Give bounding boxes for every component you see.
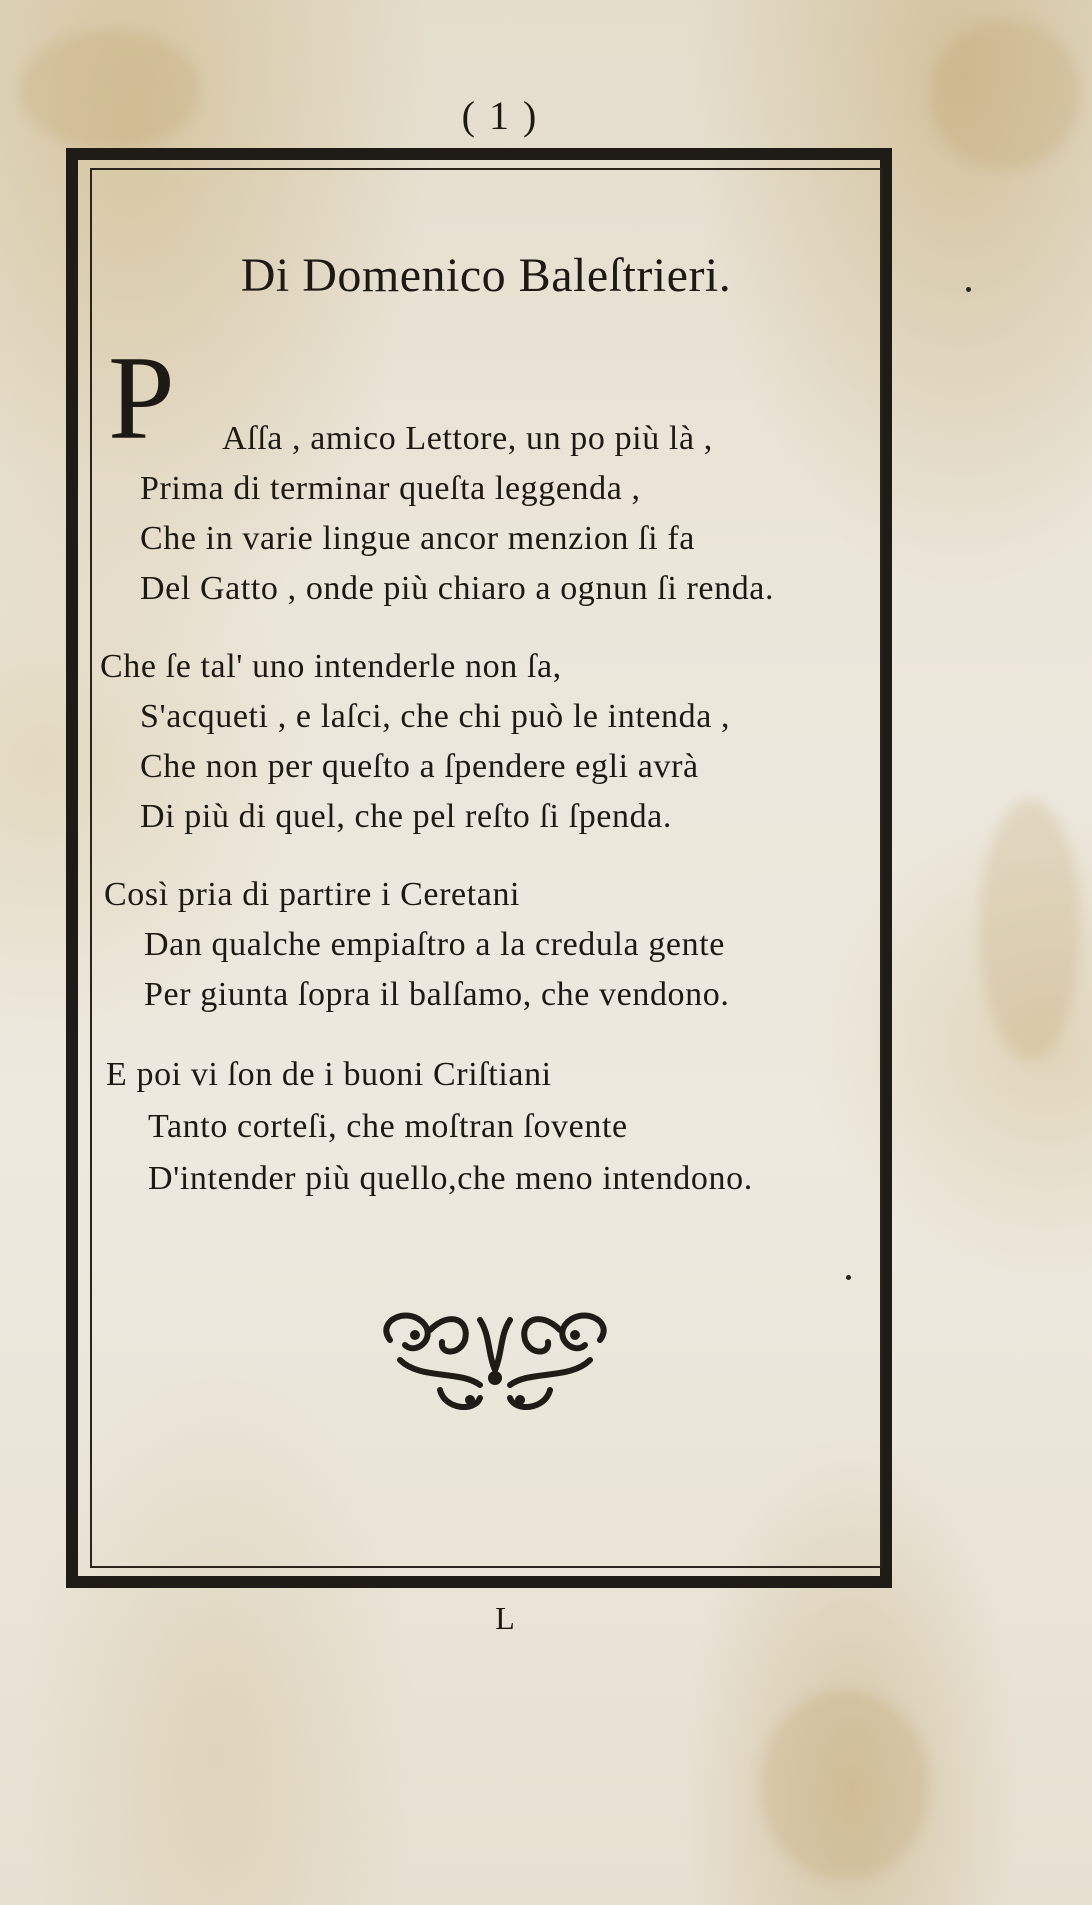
verse-line: Aſſa , amico Lettore, un po più là ,	[222, 420, 713, 457]
verse-line: Dan qualche empiaſtro a la credula gente	[144, 926, 725, 963]
drop-cap: P	[108, 331, 175, 464]
verse-line: Che non per queſto a ſpendere egli avrà	[140, 748, 699, 785]
signature-mark: L	[495, 1600, 515, 1636]
verse-line: Che in varie lingue ancor menzion ſi fa	[140, 520, 695, 557]
ink-speck	[966, 287, 971, 292]
verse-line: Così pria di partire i Ceretani	[104, 876, 521, 913]
running-head: ( 1 )	[461, 93, 539, 138]
verse-line: Tanto corteſi, che moſtran ſovente	[148, 1108, 628, 1145]
verse-line: Per giunta ſopra il balſamo, che vendono.	[144, 976, 730, 1013]
paper-stain	[980, 800, 1080, 1060]
paper-stain	[760, 1690, 930, 1880]
verse-line: Di più di quel, che pel reſto ſi ſpenda.	[140, 798, 672, 835]
printers-ornament-icon	[370, 1300, 620, 1420]
verse-line: Prima di terminar queſta leggenda ,	[140, 470, 641, 507]
poem-title: Di Domenico Baleſtrieri.	[240, 249, 732, 302]
verse-line: D'intender più quello,che meno intendono.	[148, 1160, 753, 1197]
verse-line: Del Gatto , onde più chiaro a ognun ſi renda.	[140, 570, 775, 607]
verse-line: S'acqueti , e laſci, che chi può le intenda ,	[140, 698, 731, 735]
verse-line: E poi vi ſon de i buoni Criſtiani	[106, 1056, 552, 1093]
verse-line: Che ſe tal' uno intenderle non ſa,	[100, 648, 562, 685]
